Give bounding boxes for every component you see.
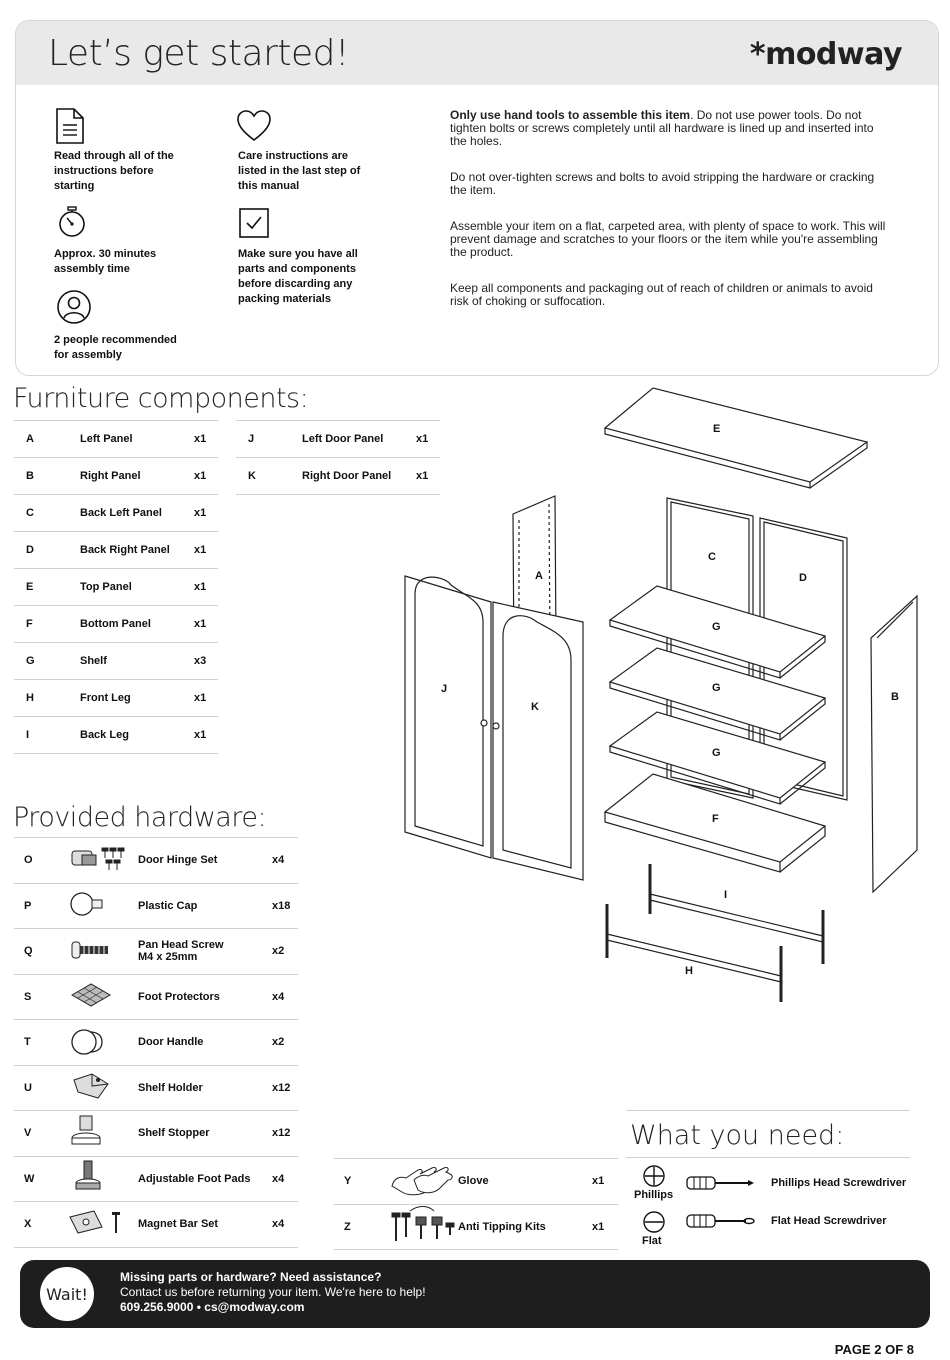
tip-check-parts: Make sure you have all parts and components before discarding any packing materials [238,248,358,305]
component-qty: x1 [194,421,218,458]
shelf-holder-icon [68,1065,138,1111]
component-qty: x1 [194,680,218,717]
flat-name: Flat Head Screwdriver [771,1215,887,1227]
hinge-icon [68,838,138,884]
note-children: Keep all components and packaging out of reach of children or animals to avoid risk of choking or suffocation. [450,281,873,308]
hardware-letter: O [14,838,68,884]
hardware-name-line: Shelf Stopper [138,1127,210,1140]
label-c: C [708,551,716,563]
tip-read-instructions: Read through all of the instructions before starting [54,150,174,192]
hardware-name-line: Door Hinge Set [138,854,218,867]
component-row [14,569,218,606]
hardware-name [458,1159,592,1205]
component-row [14,495,218,532]
component-qty: x3 [194,643,218,680]
hardware-row [14,883,298,929]
label-g3: G [712,747,721,759]
tip-two-people: 2 people recommended for assembly [54,334,177,361]
component-letter: G [14,643,80,680]
hardware-letter: W [14,1156,68,1202]
hardware-table [14,837,298,1248]
label-d: D [799,572,807,584]
stopwatch-icon [56,205,88,239]
panel-b [871,596,917,892]
label-g2: G [712,682,721,694]
hardware-row [334,1204,618,1250]
component-letter: I [14,717,80,754]
help-line-2: Contact us before returning your item. We're here to help! [120,1285,426,1299]
hardware-row [14,1065,298,1111]
component-letter: A [14,421,80,458]
tip-care-instructions: Care instructions are listed in the last step of this manual [238,150,361,192]
need-title: What you need: [630,1120,845,1151]
label-h: H [685,965,693,977]
hardware-name [138,1156,272,1202]
help-text [120,1270,426,1315]
note-flat-area: Assemble your item on a flat, carpeted area, with plenty of space to work. This will prevent damage and scratches to your floors or the item while you're assembling the product. [450,219,886,259]
component-letter: B [14,458,80,495]
component-row [14,606,218,643]
magnet-icon [68,1202,138,1248]
cap-icon [68,883,138,929]
hardware-letter: Q [14,929,68,975]
label-b: B [891,691,899,703]
hardware-qty: x1 [592,1159,618,1205]
hardware-name-line: Magnet Bar Set [138,1218,219,1231]
leg-h [607,934,781,976]
component-row [14,680,218,717]
component-name: Shelf [80,643,194,680]
phillips-icon [642,1164,666,1188]
label-a: A [535,570,543,582]
component-name: Back Leg [80,717,194,754]
hardware-row [334,1159,618,1205]
person-icon [56,289,92,325]
note-hand-tools-bold: Only use hand tools to assemble this item [450,108,691,122]
hardware-row [14,838,298,884]
hardware-name [138,1202,272,1248]
hardware-extra-table [334,1158,618,1250]
hardware-letter: T [14,1020,68,1066]
component-qty: x1 [194,569,218,606]
hardware-name [138,1111,272,1157]
hardware-name [138,1065,272,1111]
component-qty: x1 [194,458,218,495]
exploded-diagram [395,380,935,1020]
hardware-name [138,974,272,1020]
component-row [14,643,218,680]
anti-tip-icon [388,1204,458,1250]
need-divider [626,1110,910,1111]
flat-screwdriver-icon [686,1212,756,1230]
component-letter: D [14,532,80,569]
brand-logo: *modway [749,37,902,72]
hardware-letter: U [14,1065,68,1111]
component-name: Front Leg [80,680,194,717]
screw-icon [68,929,138,975]
component-row [14,421,218,458]
foot-pad-icon [68,1156,138,1202]
hardware-letter: S [14,974,68,1020]
door-k [493,602,583,880]
page-title: Let’s get started! [48,33,349,74]
intro-header [16,21,938,85]
component-name: Back Left Panel [80,495,194,532]
component-name: Top Panel [80,569,194,606]
hardware-qty: x4 [272,1156,298,1202]
label-k: K [531,701,539,713]
hardware-name-line: Foot Protectors [138,990,220,1003]
hardware-letter: V [14,1111,68,1157]
label-f: F [712,813,719,825]
hardware-name-line: Anti Tipping Kits [458,1220,546,1233]
hardware-name-line: Adjustable Foot Pads [138,1172,251,1185]
component-letter: J [236,421,302,458]
hardware-qty: x4 [272,974,298,1020]
checkbox-icon [238,207,270,239]
hardware-name [138,1020,272,1066]
hardware-row [14,1020,298,1066]
need-divider-2 [626,1157,910,1158]
door-j [405,576,491,858]
component-name: Right Panel [80,458,194,495]
component-letter: F [14,606,80,643]
hardware-name-line: Door Handle [138,1036,204,1049]
shelf-stopper-icon [68,1111,138,1157]
hardware-name [138,883,272,929]
wait-badge: Wait! [40,1267,94,1321]
hardware-name [458,1204,592,1250]
hardware-qty: x4 [272,1202,298,1248]
glove-icon [388,1159,458,1205]
label-j: J [441,683,448,695]
component-name: Left Panel [80,421,194,458]
component-name: Back Right Panel [80,532,194,569]
component-qty: x1 [194,532,218,569]
component-letter: C [14,495,80,532]
foot-protector-icon [68,974,138,1020]
note-over-tighten: Do not over-tighten screws and bolts to avoid stripping the hardware or cracking the item. [450,170,875,197]
hardware-row [14,1111,298,1157]
hardware-letter: Y [334,1159,388,1205]
hardware-letter: Z [334,1204,388,1250]
flat-icon [642,1210,666,1234]
hardware-letter: X [14,1202,68,1248]
label-g1: G [712,621,721,633]
tip-assembly-time: Approx. 30 minutes assembly time [54,248,157,275]
hardware-spec: M4 x 25mm [138,951,198,964]
component-qty: x1 [416,421,440,458]
hardware-qty: x12 [272,1111,298,1157]
hardware-qty: x18 [272,883,298,929]
label-e: E [713,423,721,435]
phillips-screwdriver-icon [686,1174,756,1192]
phillips-name: Phillips Head Screwdriver [771,1177,907,1189]
flat-label: Flat [642,1235,662,1247]
hardware-qty: x12 [272,1065,298,1111]
hardware-qty: x2 [272,1020,298,1066]
note-hand-tools-rest: . Do not use power tools. Do not tighten bolts or screws completely until all hardware is lined up and inserted into the holes. [450,108,874,148]
hardware-row [14,974,298,1020]
component-row [14,532,218,569]
hardware-name [138,838,272,884]
component-name: Bottom Panel [80,606,194,643]
leg-i [650,894,823,936]
phillips-label: Phillips [634,1189,674,1201]
component-name: Right Door Panel [302,458,416,495]
hardware-qty: x4 [272,838,298,884]
component-qty: x1 [416,458,440,495]
label-i: I [724,889,728,901]
hardware-qty: x2 [272,929,298,975]
component-letter: E [14,569,80,606]
document-icon [54,107,86,145]
page-number: PAGE 2 OF 8 [834,1342,914,1357]
hardware-row [14,1202,298,1248]
component-name: Left Door Panel [302,421,416,458]
component-qty: x1 [194,606,218,643]
hardware-name-line: Shelf Holder [138,1081,203,1094]
hardware-name-line: Pan Head Screw [138,939,224,952]
hardware-row [14,1156,298,1202]
knob-icon [68,1020,138,1066]
help-line-1: Missing parts or hardware? Need assistance? [120,1270,382,1284]
hardware-name-line: Plastic Cap [138,899,198,912]
component-letter: K [236,458,302,495]
intro-card [15,20,939,376]
heart-icon [236,109,272,143]
note-hand-tools [450,109,890,148]
component-qty: x1 [194,495,218,532]
hardware-row [14,929,298,975]
component-row [14,458,218,495]
components-table-left [14,420,218,754]
component-qty: x1 [194,717,218,754]
help-banner [20,1260,930,1328]
component-letter: H [14,680,80,717]
component-row [14,717,218,754]
help-contact[interactable]: 609.256.9000 • cs@modway.com [120,1300,305,1314]
hardware-letter: P [14,883,68,929]
components-title: Furniture components: [13,383,309,414]
hardware-name [138,929,272,975]
hardware-name-line: Glove [458,1175,489,1188]
hardware-qty: x1 [592,1204,618,1250]
hardware-title: Provided hardware: [13,802,267,833]
